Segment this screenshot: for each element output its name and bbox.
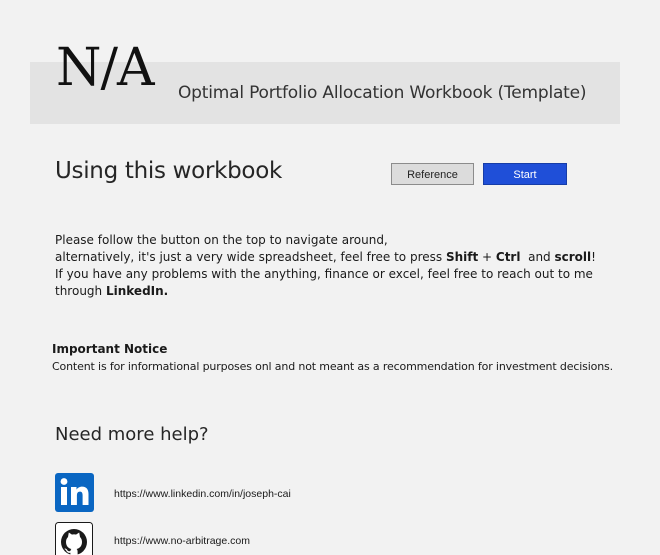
linkedin-url[interactable]: https://www.linkedin.com/in/joseph-cai: [114, 488, 291, 500]
logo: N/A: [56, 38, 154, 98]
exclaim-text: !: [591, 250, 596, 264]
reference-button[interactable]: Reference: [391, 163, 474, 185]
plus-text: +: [478, 250, 496, 264]
instructions-line-2: [55, 249, 596, 266]
instructions-text: [55, 232, 596, 300]
linkedin-link[interactable]: LinkedIn.: [105, 284, 169, 298]
instructions-line-2-text: alternatively, it's just a very wide spreadsheet, feel free to press: [55, 250, 446, 264]
shift-key-label: Shift: [445, 250, 479, 264]
github-icon[interactable]: [55, 522, 94, 555]
page-heading: Using this workbook: [55, 158, 282, 184]
linkedin-icon[interactable]: [55, 473, 94, 512]
instructions-line-1: Please follow the button on the top to navigate around,: [55, 233, 388, 247]
ctrl-key-label: Ctrl: [495, 250, 521, 264]
notice-body: Content is for informational purposes onl and not meant as a recommendation for investment decisions.: [52, 360, 613, 373]
notice-title: Important Notice: [52, 342, 168, 356]
workbook-title: Optimal Portfolio Allocation Workbook (Template): [178, 83, 587, 103]
scroll-label: scroll: [554, 250, 592, 264]
instructions-line-3: If you have any problems with the anything, finance or excel, feel free to reach out to me: [55, 267, 593, 281]
help-heading: Need more help?: [55, 424, 209, 445]
instructions-line-4: [55, 283, 596, 300]
website-url[interactable]: https://www.no-arbitrage.com: [114, 535, 250, 547]
through-text: through: [55, 284, 106, 298]
and-text: and: [520, 250, 555, 264]
start-button[interactable]: Start: [483, 163, 567, 185]
